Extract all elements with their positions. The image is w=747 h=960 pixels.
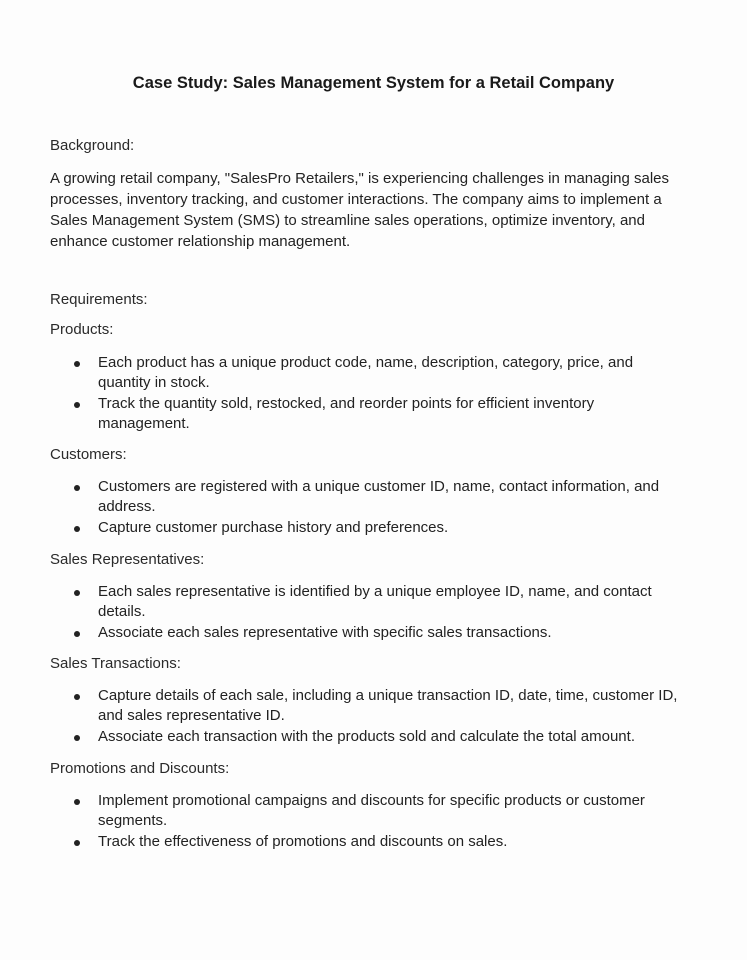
background-paragraph: A growing retail company, "SalesPro Retailers," is experiencing challenges in managing sales processes, inventory tracking, and customer interactions. The company aims to implement a Sales Management System (SMS) to streamline sales operations, optimize inventory, and enhance customer relationship management. xyxy=(50,170,670,250)
list-item xyxy=(0,623,688,643)
requirements-heading: Requirements: xyxy=(50,291,148,308)
bullet-icon xyxy=(74,840,80,846)
list-item xyxy=(0,518,688,538)
bullet-text: Track the quantity sold, restocked, and reorder points for efficient inventory management. xyxy=(98,395,595,432)
section-heading-customers: Customers: xyxy=(50,446,127,463)
bullet-text: Implement promotional campaigns and discounts for specific products or customer segments. xyxy=(98,792,645,829)
section-heading-promotions-discounts: Promotions and Discounts: xyxy=(50,760,230,777)
sales-representatives-bullet-list xyxy=(0,582,747,644)
section-heading-sales-transactions: Sales Transactions: xyxy=(50,655,181,672)
bullet-icon xyxy=(74,361,80,367)
bullet-text: Each sales representative is identified by a unique employee ID, name, and contact details. xyxy=(98,583,652,620)
bullet-icon xyxy=(74,631,80,637)
list-item xyxy=(0,832,688,852)
list-item xyxy=(0,686,688,726)
customers-bullet-list xyxy=(0,477,747,539)
section-heading-sales-representatives: Sales Representatives: xyxy=(50,551,205,568)
list-item xyxy=(0,394,688,434)
bullet-text: Capture details of each sale, including a unique transaction ID, date, time, customer ID, and sales representative ID. xyxy=(98,687,678,724)
list-item xyxy=(0,477,688,517)
bullet-icon xyxy=(74,402,80,408)
promotions-discounts-bullet-list xyxy=(0,791,747,853)
bullet-text: Track the effectiveness of promotions and discounts on sales. xyxy=(98,833,508,850)
bullet-icon xyxy=(74,485,80,491)
bullet-icon xyxy=(74,526,80,532)
bullet-text: Customers are registered with a unique customer ID, name, contact information, and address. xyxy=(98,478,660,515)
products-bullet-list xyxy=(0,353,747,435)
list-item xyxy=(0,791,688,831)
bullet-text: Associate each transaction with the products sold and calculate the total amount. xyxy=(98,728,635,745)
sales-transactions-bullet-list xyxy=(0,686,747,748)
bullet-icon xyxy=(74,799,80,805)
bullet-icon xyxy=(74,735,80,741)
document-title: Case Study: Sales Management System for a Retail Company xyxy=(132,74,615,92)
background-heading: Background: xyxy=(50,137,135,154)
bullet-icon xyxy=(74,590,80,596)
list-item xyxy=(0,353,688,393)
bullet-icon xyxy=(74,694,80,700)
bullet-text: Each product has a unique product code, name, description, category, price, and quantity in stock. xyxy=(98,354,634,391)
section-heading-products: Products: xyxy=(50,321,114,338)
list-item xyxy=(0,582,688,622)
list-item xyxy=(0,727,688,747)
bullet-text: Capture customer purchase history and preferences. xyxy=(98,519,449,536)
bullet-text: Associate each sales representative with specific sales transactions. xyxy=(98,624,552,641)
